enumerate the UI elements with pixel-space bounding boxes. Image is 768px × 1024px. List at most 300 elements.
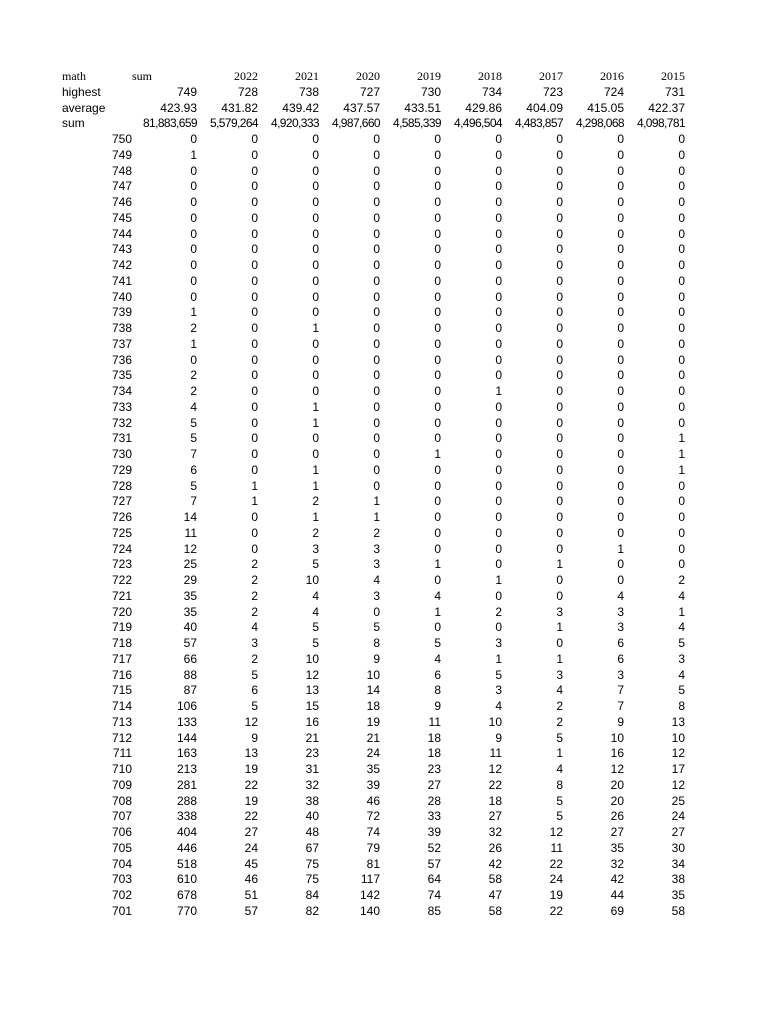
count-cell: 3 <box>617 667 624 682</box>
count-cell: 0 <box>251 258 258 272</box>
count-cell: 10 <box>305 651 319 666</box>
count-cell: 0 <box>251 384 258 398</box>
count-cell: 4 <box>495 699 502 713</box>
count-cell: 8 <box>556 777 563 792</box>
count-cell: 10 <box>366 667 380 682</box>
count-cell: 0 <box>434 226 441 241</box>
score-cell: 748 <box>111 163 132 178</box>
count-cell: 1 <box>251 478 258 493</box>
table-row <box>62 479 685 495</box>
count-cell: 1 <box>312 462 319 477</box>
count-cell: 133 <box>176 714 197 729</box>
score-cell: 741 <box>111 273 132 288</box>
count-cell: 0 <box>617 305 624 320</box>
summary-value-cell: 730 <box>420 84 441 99</box>
count-cell: 0 <box>373 273 380 288</box>
count-cell: 0 <box>556 525 563 540</box>
count-cell: 0 <box>434 352 441 367</box>
count-cell: 72 <box>366 809 380 824</box>
count-cell: 0 <box>678 289 685 304</box>
count-cell: 67 <box>305 840 319 855</box>
count-cell: 0 <box>556 147 563 162</box>
count-cell: 1 <box>495 573 502 587</box>
count-cell: 12 <box>549 825 563 839</box>
count-cell: 0 <box>617 179 624 194</box>
count-cell: 79 <box>366 840 380 855</box>
count-cell: 0 <box>312 258 319 272</box>
count-cell: 12 <box>183 541 197 556</box>
count-cell: 0 <box>251 368 258 383</box>
count-cell: 1 <box>312 399 319 414</box>
count-cell: 3 <box>556 667 563 682</box>
count-cell: 0 <box>495 541 502 556</box>
header-label-cell: math <box>62 69 86 83</box>
count-cell: 0 <box>312 447 319 461</box>
count-cell: 0 <box>373 462 380 477</box>
count-cell: 0 <box>434 273 441 288</box>
count-cell: 1 <box>495 651 502 666</box>
count-cell: 0 <box>434 336 441 351</box>
count-cell: 2 <box>190 368 197 383</box>
count-cell: 3 <box>312 541 319 556</box>
count-cell: 17 <box>671 762 685 776</box>
count-cell: 0 <box>373 258 380 272</box>
count-cell: 0 <box>617 384 624 398</box>
header-sum-cell: sum <box>132 69 153 83</box>
table-row <box>62 888 685 904</box>
count-cell: 0 <box>312 163 319 178</box>
count-cell: 1 <box>434 604 441 619</box>
count-cell: 0 <box>251 179 258 194</box>
table-row <box>62 636 685 652</box>
count-cell: 0 <box>495 588 502 603</box>
count-cell: 8 <box>434 683 441 698</box>
count-cell: 0 <box>678 510 685 524</box>
count-cell: 0 <box>495 368 502 383</box>
count-cell: 5 <box>190 415 197 430</box>
count-cell: 0 <box>434 510 441 524</box>
count-cell: 518 <box>176 856 197 871</box>
count-cell: 0 <box>373 132 380 146</box>
score-cell: 728 <box>111 478 132 493</box>
summary-value-cell: 423.93 <box>160 100 197 115</box>
count-cell: 0 <box>495 242 502 257</box>
count-cell: 12 <box>610 762 624 776</box>
score-cell: 740 <box>111 289 132 304</box>
table-row <box>62 242 685 258</box>
score-cell: 747 <box>111 179 132 194</box>
count-cell: 0 <box>678 352 685 367</box>
count-cell: 0 <box>251 163 258 178</box>
count-cell: 0 <box>617 573 624 587</box>
count-cell: 0 <box>617 525 624 540</box>
count-cell: 0 <box>434 541 441 556</box>
summary-value-cell: 4,585,339 <box>393 116 441 131</box>
count-cell: 27 <box>244 825 258 839</box>
count-cell: 9 <box>617 714 624 729</box>
count-cell: 0 <box>434 478 441 493</box>
count-cell: 19 <box>549 888 563 902</box>
count-cell: 3 <box>495 636 502 650</box>
summary-value-cell: 415.05 <box>587 100 624 115</box>
count-cell: 0 <box>678 368 685 383</box>
count-cell: 13 <box>305 683 319 698</box>
summary-value-cell: 4,920,333 <box>271 116 319 131</box>
summary-label-cell: sum <box>62 116 85 131</box>
count-cell: 22 <box>488 777 502 792</box>
count-cell: 85 <box>427 903 441 918</box>
count-cell: 18 <box>427 730 441 745</box>
count-cell: 0 <box>617 321 624 335</box>
table-row <box>62 589 685 605</box>
count-cell: 0 <box>434 195 441 209</box>
table-row <box>62 416 685 432</box>
count-cell: 0 <box>678 210 685 225</box>
count-cell: 0 <box>495 179 502 194</box>
count-cell: 0 <box>251 226 258 241</box>
count-cell: 0 <box>556 415 563 430</box>
count-cell: 58 <box>488 872 502 887</box>
count-cell: 39 <box>366 777 380 792</box>
summary-value-cell: 727 <box>359 84 380 99</box>
summary-value-cell: 429.86 <box>465 100 502 115</box>
count-cell: 2 <box>190 384 197 398</box>
count-cell: 0 <box>556 636 563 650</box>
count-cell: 0 <box>312 195 319 209</box>
count-cell: 404 <box>176 825 197 839</box>
table-row <box>62 274 685 290</box>
count-cell: 0 <box>251 462 258 477</box>
count-cell: 0 <box>373 305 380 320</box>
score-cell: 733 <box>111 399 132 414</box>
count-cell: 0 <box>190 258 197 272</box>
count-cell: 0 <box>556 573 563 587</box>
count-cell: 8 <box>678 699 685 713</box>
count-cell: 1 <box>678 431 685 446</box>
count-cell: 0 <box>678 399 685 414</box>
table-row <box>62 809 685 825</box>
count-cell: 0 <box>556 163 563 178</box>
count-cell: 0 <box>678 242 685 257</box>
count-cell: 0 <box>678 179 685 194</box>
count-cell: 0 <box>190 273 197 288</box>
score-cell: 720 <box>111 604 132 619</box>
count-cell: 9 <box>495 730 502 745</box>
count-cell: 5 <box>556 793 563 808</box>
count-cell: 1 <box>373 494 380 509</box>
count-cell: 0 <box>678 147 685 162</box>
count-cell: 1 <box>312 510 319 524</box>
table-row <box>62 321 685 337</box>
count-cell: 0 <box>434 163 441 178</box>
count-cell: 25 <box>671 793 685 808</box>
count-cell: 0 <box>678 305 685 320</box>
header-year-cell: 2017 <box>539 69 563 83</box>
count-cell: 6 <box>617 636 624 650</box>
count-cell: 35 <box>610 840 624 855</box>
count-cell: 0 <box>373 336 380 351</box>
score-cell: 743 <box>111 242 132 257</box>
count-cell: 12 <box>671 777 685 792</box>
table-row <box>62 510 685 526</box>
count-cell: 0 <box>617 289 624 304</box>
count-cell: 6 <box>251 683 258 698</box>
count-cell: 4 <box>556 683 563 698</box>
score-cell: 709 <box>111 777 132 792</box>
count-cell: 0 <box>495 399 502 414</box>
score-distribution-table <box>62 69 685 920</box>
table-row <box>62 794 685 810</box>
summary-value-cell: 404.09 <box>526 100 563 115</box>
count-cell: 0 <box>251 132 258 146</box>
summary-value-cell: 437.57 <box>343 100 380 115</box>
count-cell: 0 <box>556 242 563 257</box>
count-cell: 0 <box>434 305 441 320</box>
score-cell: 727 <box>111 494 132 509</box>
score-cell: 711 <box>112 746 132 761</box>
count-cell: 0 <box>556 588 563 603</box>
count-cell: 24 <box>366 746 380 761</box>
count-cell: 5 <box>556 730 563 745</box>
count-cell: 2 <box>678 573 685 587</box>
score-cell: 713 <box>111 714 132 729</box>
summary-value-cell: 439.42 <box>282 100 319 115</box>
count-cell: 3 <box>556 604 563 619</box>
score-cell: 725 <box>111 525 132 540</box>
count-cell: 75 <box>305 872 319 887</box>
count-cell: 46 <box>244 872 258 887</box>
count-cell: 1 <box>190 147 197 162</box>
count-cell: 16 <box>305 714 319 729</box>
count-cell: 2 <box>251 651 258 666</box>
count-cell: 27 <box>671 825 685 839</box>
count-cell: 288 <box>176 793 197 808</box>
count-cell: 10 <box>488 714 502 729</box>
count-cell: 2 <box>556 714 563 729</box>
count-cell: 0 <box>495 289 502 304</box>
count-cell: 74 <box>427 888 441 902</box>
header-year-cell: 2015 <box>661 69 685 83</box>
count-cell: 0 <box>556 210 563 225</box>
count-cell: 22 <box>549 903 563 918</box>
count-cell: 23 <box>427 762 441 776</box>
score-cell: 729 <box>111 462 132 477</box>
count-cell: 0 <box>251 352 258 367</box>
count-cell: 0 <box>251 210 258 225</box>
header-year-cell: 2022 <box>234 69 258 83</box>
count-cell: 0 <box>373 163 380 178</box>
count-cell: 26 <box>488 840 502 855</box>
count-cell: 30 <box>671 840 685 855</box>
count-cell: 4 <box>434 588 441 603</box>
count-cell: 0 <box>617 242 624 257</box>
score-cell: 704 <box>111 856 132 871</box>
count-cell: 5 <box>251 667 258 682</box>
count-cell: 82 <box>305 903 319 918</box>
count-cell: 88 <box>183 667 197 682</box>
count-cell: 7 <box>190 494 197 509</box>
header-year-cell: 2021 <box>295 69 319 83</box>
count-cell: 9 <box>373 651 380 666</box>
table-row <box>62 305 685 321</box>
count-cell: 0 <box>556 368 563 383</box>
count-cell: 0 <box>556 258 563 272</box>
count-cell: 24 <box>671 809 685 824</box>
count-cell: 0 <box>617 431 624 446</box>
count-cell: 0 <box>434 415 441 430</box>
summary-value-cell: 731 <box>664 84 685 99</box>
count-cell: 0 <box>556 384 563 398</box>
count-cell: 2 <box>556 699 563 713</box>
summary-value-cell: 5,579,264 <box>210 116 258 131</box>
count-cell: 0 <box>251 242 258 257</box>
count-cell: 0 <box>312 132 319 146</box>
count-cell: 6 <box>190 462 197 477</box>
score-cell: 718 <box>111 636 132 650</box>
count-cell: 0 <box>617 510 624 524</box>
count-cell: 281 <box>176 777 197 792</box>
count-cell: 84 <box>305 888 319 902</box>
count-cell: 38 <box>305 793 319 808</box>
count-cell: 0 <box>556 494 563 509</box>
table-row <box>62 746 685 762</box>
table-row <box>62 872 685 888</box>
count-cell: 12 <box>305 667 319 682</box>
table-row <box>62 699 685 715</box>
count-cell: 338 <box>176 809 197 824</box>
count-cell: 0 <box>556 352 563 367</box>
count-cell: 33 <box>427 809 441 824</box>
count-cell: 106 <box>176 699 197 713</box>
count-cell: 1 <box>556 557 563 572</box>
score-cell: 707 <box>111 809 132 824</box>
count-cell: 0 <box>617 494 624 509</box>
count-cell: 16 <box>610 746 624 761</box>
count-cell: 11 <box>489 746 502 761</box>
count-cell: 0 <box>495 447 502 461</box>
summary-value-cell: 749 <box>176 84 197 99</box>
count-cell: 0 <box>678 384 685 398</box>
count-cell: 1 <box>251 494 258 509</box>
count-cell: 0 <box>678 494 685 509</box>
count-cell: 0 <box>373 321 380 335</box>
count-cell: 0 <box>373 604 380 619</box>
score-cell: 715 <box>111 683 132 698</box>
count-cell: 3 <box>251 636 258 650</box>
count-cell: 2 <box>251 588 258 603</box>
count-cell: 4 <box>678 620 685 635</box>
count-cell: 0 <box>617 478 624 493</box>
count-cell: 0 <box>251 510 258 524</box>
count-cell: 13 <box>671 714 685 729</box>
score-cell: 722 <box>111 573 132 587</box>
count-cell: 0 <box>556 478 563 493</box>
count-cell: 0 <box>251 147 258 162</box>
count-cell: 0 <box>617 210 624 225</box>
count-cell: 0 <box>373 352 380 367</box>
count-cell: 1 <box>678 447 685 461</box>
table-row <box>62 904 685 920</box>
count-cell: 0 <box>556 195 563 209</box>
count-cell: 74 <box>366 825 380 839</box>
count-cell: 1 <box>190 336 197 351</box>
count-cell: 0 <box>312 289 319 304</box>
count-cell: 0 <box>495 336 502 351</box>
count-cell: 2 <box>312 525 319 540</box>
count-cell: 57 <box>183 636 197 650</box>
count-cell: 0 <box>190 210 197 225</box>
count-cell: 446 <box>176 840 197 855</box>
count-cell: 0 <box>556 462 563 477</box>
count-cell: 4 <box>373 573 380 587</box>
summary-value-cell: 4,483,857 <box>515 116 563 131</box>
count-cell: 4 <box>312 604 319 619</box>
count-cell: 117 <box>360 872 380 887</box>
count-cell: 0 <box>495 462 502 477</box>
table-row <box>62 353 685 369</box>
count-cell: 0 <box>434 620 441 635</box>
count-cell: 0 <box>373 368 380 383</box>
count-cell: 4 <box>251 620 258 635</box>
table-row <box>62 683 685 699</box>
count-cell: 14 <box>183 510 197 524</box>
count-cell: 5 <box>495 667 502 682</box>
count-cell: 0 <box>373 415 380 430</box>
count-cell: 0 <box>312 352 319 367</box>
count-cell: 0 <box>678 415 685 430</box>
count-cell: 0 <box>617 447 624 461</box>
count-cell: 14 <box>366 683 380 698</box>
count-cell: 0 <box>190 179 197 194</box>
table-row <box>62 731 685 747</box>
score-cell: 703 <box>111 872 132 887</box>
count-cell: 0 <box>434 573 441 587</box>
table-row <box>62 620 685 636</box>
count-cell: 26 <box>610 809 624 824</box>
count-cell: 0 <box>617 147 624 162</box>
count-cell: 0 <box>678 132 685 146</box>
table-row <box>62 400 685 416</box>
count-cell: 22 <box>549 856 563 871</box>
count-cell: 0 <box>556 431 563 446</box>
score-cell: 735 <box>111 368 132 383</box>
count-cell: 0 <box>495 210 502 225</box>
count-cell: 0 <box>190 163 197 178</box>
count-cell: 35 <box>366 762 380 776</box>
count-cell: 0 <box>495 478 502 493</box>
count-cell: 0 <box>434 132 441 146</box>
count-cell: 3 <box>617 604 624 619</box>
header-year-cell: 2016 <box>600 69 624 83</box>
score-cell: 719 <box>111 620 132 635</box>
table-row <box>62 573 685 589</box>
count-cell: 0 <box>373 289 380 304</box>
count-cell: 678 <box>176 888 197 902</box>
count-cell: 19 <box>244 793 258 808</box>
count-cell: 0 <box>434 147 441 162</box>
count-cell: 32 <box>488 825 502 839</box>
count-cell: 0 <box>495 132 502 146</box>
count-cell: 66 <box>183 651 197 666</box>
table-row <box>62 337 685 353</box>
table-row <box>62 368 685 384</box>
count-cell: 32 <box>610 856 624 871</box>
score-cell: 730 <box>111 447 132 461</box>
summary-row <box>62 116 685 132</box>
summary-row <box>62 101 685 117</box>
summary-value-cell: 738 <box>298 84 319 99</box>
count-cell: 0 <box>617 368 624 383</box>
